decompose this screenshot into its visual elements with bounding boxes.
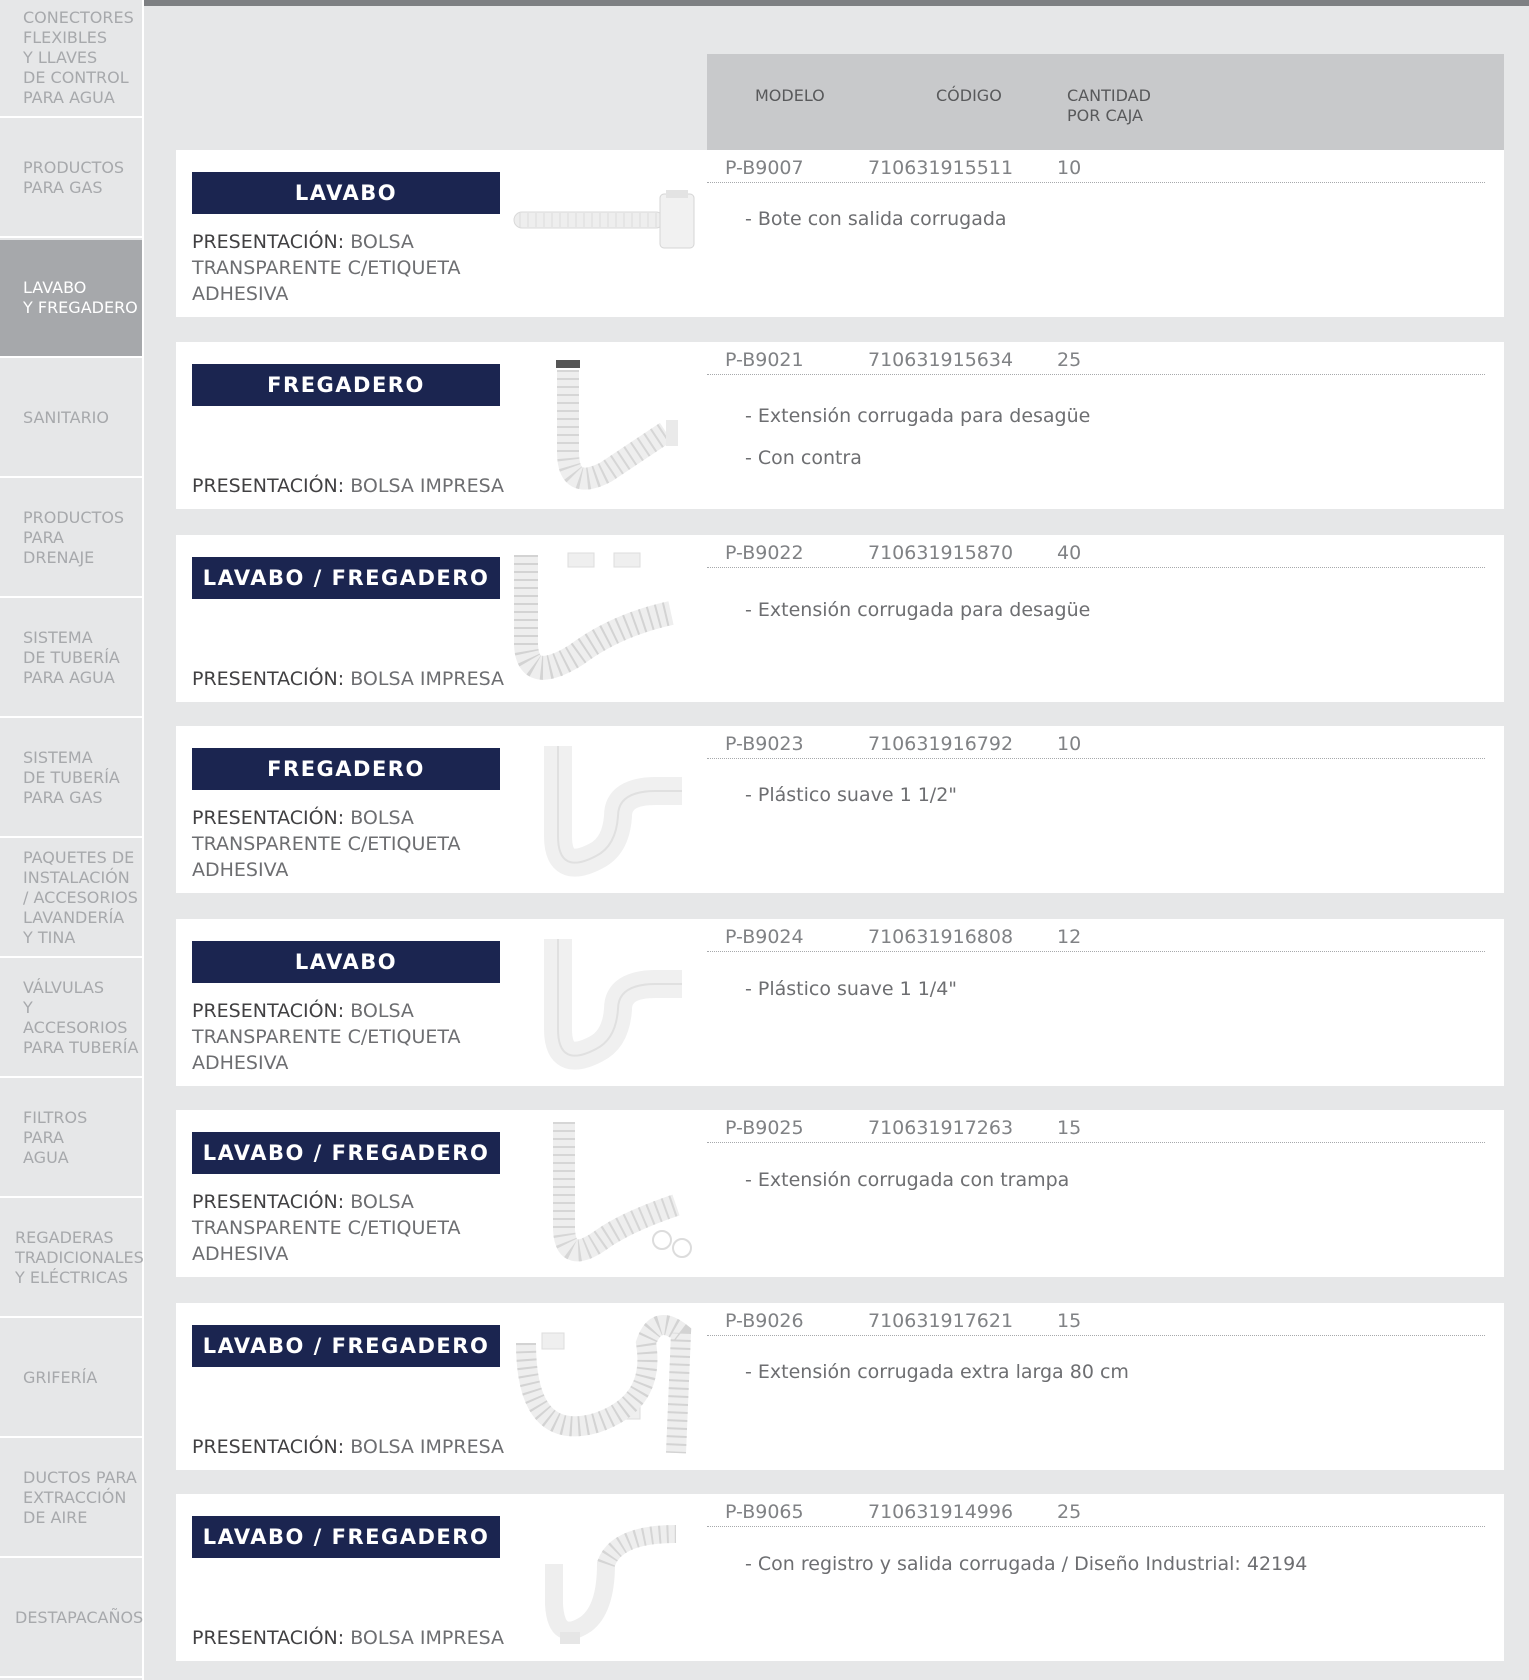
spec-row (707, 732, 1485, 759)
column-header-modelo: MODELO (755, 86, 825, 105)
corrugated-bottle-trap-icon (506, 150, 706, 317)
product-row-p-b9007 (176, 150, 1504, 317)
model-value: P-B9025 (725, 1117, 804, 1139)
qty-value: 25 (1057, 349, 1082, 371)
code-value: 710631917263 (868, 1117, 1014, 1139)
presentation-key: PRESENTACIÓN: (192, 668, 345, 690)
presentation-value: BOLSA TRANSPARENTE C/ETIQUETA ADHESIVA (192, 1191, 461, 1265)
code-value: 710631915634 (868, 349, 1014, 371)
model-value: P-B9022 (725, 542, 804, 564)
spec-row (707, 1500, 1485, 1527)
sidebar-item-label: PRODUCTOS PARA DRENAJE (23, 508, 125, 567)
model-value: P-B9065 (725, 1501, 804, 1523)
presentation-key: PRESENTACIÓN: (192, 1191, 345, 1213)
product-row-p-b9021 (176, 342, 1504, 509)
product-description: - Plástico suave 1 1/2" (745, 784, 958, 806)
spec-row (707, 1116, 1485, 1143)
presentation-text (192, 229, 552, 307)
soft-p-trap-icon (506, 726, 706, 893)
code-value: 710631915511 (868, 157, 1014, 179)
sidebar-item-label: DUCTOS PARA EXTRACCIÓN DE AIRE (23, 1468, 137, 1527)
product-category-badge: FREGADERO (192, 748, 500, 790)
sidebar-item-label: SISTEMA DE TUBERÍA PARA AGUA (23, 628, 120, 687)
spec-row (707, 1309, 1485, 1336)
presentation-key: PRESENTACIÓN: (192, 1436, 345, 1458)
product-row-p-b9023 (176, 726, 1504, 893)
presentation-value: BOLSA TRANSPARENTE C/ETIQUETA ADHESIVA (192, 1000, 461, 1074)
sidebar-item-label: SISTEMA DE TUBERÍA PARA GAS (23, 748, 120, 807)
presentation-value: BOLSA IMPRESA (350, 668, 504, 690)
model-value: P-B9026 (725, 1310, 804, 1332)
product-description: - Bote con salida corrugada (745, 208, 1007, 230)
product-row-p-b9024 (176, 919, 1504, 1086)
model-value: P-B9021 (725, 349, 804, 371)
presentation-value: BOLSA IMPRESA (350, 1436, 504, 1458)
qty-value: 12 (1057, 926, 1082, 948)
sidebar-item-label: DESTAPACAÑOS (15, 1608, 144, 1627)
product-description: - Extensión corrugada extra larga 80 cm (745, 1361, 1129, 1383)
sidebar-item-label: SANITARIO (23, 408, 109, 427)
product-description: - Con contra (745, 447, 862, 469)
product-category-badge: LAVABO / FREGADERO (192, 557, 500, 599)
sidebar-item-ductos[interactable] (0, 1440, 142, 1558)
qty-value: 15 (1057, 1310, 1082, 1332)
presentation-text (192, 1189, 552, 1267)
qty-value: 10 (1057, 733, 1082, 755)
trap-with-cleanout-icon (506, 1494, 706, 1661)
code-value: 710631916792 (868, 733, 1014, 755)
sidebar-item-label: PAQUETES DE INSTALACIÓN / ACCESORIOS LAVANDERÍA Y TINA (23, 848, 138, 947)
product-description: - Con registro y salida corrugada / Diseño Industrial: 42194 (745, 1553, 1308, 1575)
presentation-key: PRESENTACIÓN: (192, 1627, 345, 1649)
product-category-badge: FREGADERO (192, 364, 500, 406)
corrugated-p-trap-icon (506, 342, 706, 509)
product-row-p-b9025 (176, 1110, 1504, 1277)
sidebar-item-label: CONECTORES FLEXIBLES Y LLAVES DE CONTROL PARA AGUA (23, 8, 134, 107)
qty-value: 25 (1057, 1501, 1082, 1523)
code-value: 710631915870 (868, 542, 1014, 564)
spec-row (707, 541, 1485, 568)
spec-row (707, 348, 1485, 375)
sidebar-item-filtros[interactable] (0, 1080, 142, 1198)
product-row-p-b9026 (176, 1303, 1504, 1470)
sidebar-item-valvulas[interactable] (0, 960, 142, 1078)
spec-row (707, 156, 1485, 183)
sidebar-item-sanitario[interactable] (0, 360, 142, 478)
presentation-text (192, 805, 552, 883)
presentation-value: BOLSA TRANSPARENTE C/ETIQUETA ADHESIVA (192, 807, 461, 881)
presentation-text (192, 1434, 552, 1460)
spec-row (707, 925, 1485, 952)
sidebar-item-label: PRODUCTOS PARA GAS (23, 158, 125, 197)
presentation-value: BOLSA TRANSPARENTE C/ETIQUETA ADHESIVA (192, 231, 461, 305)
corrugated-extension-icon (506, 535, 706, 702)
model-value: P-B9007 (725, 157, 804, 179)
product-category-badge: LAVABO (192, 172, 500, 214)
corrugated-trap-with-rings-icon (506, 1110, 706, 1277)
column-header-codigo: CÓDIGO (936, 86, 1002, 105)
sidebar-item-drenaje[interactable] (0, 480, 142, 598)
table-header (707, 54, 1504, 150)
presentation-text (192, 998, 552, 1076)
product-description: - Extensión corrugada con trampa (745, 1169, 1070, 1191)
sidebar-item-label: FILTROS PARA AGUA (23, 1108, 88, 1167)
presentation-key: PRESENTACIÓN: (192, 807, 345, 829)
product-category-badge: LAVABO / FREGADERO (192, 1325, 500, 1367)
sidebar-item-destapacanos[interactable] (0, 1560, 142, 1678)
top-bar (142, 0, 1529, 6)
product-description: - Extensión corrugada para desagüe (745, 405, 1091, 427)
extra-long-corrugated-hose-icon (506, 1303, 706, 1470)
sidebar-item-conectores[interactable] (0, 0, 142, 118)
qty-value: 10 (1057, 157, 1082, 179)
sidebar-item-label: GRIFERÍA (23, 1368, 98, 1387)
product-category-badge: LAVABO (192, 941, 500, 983)
sidebar-item-label: LAVABO Y FREGADERO (23, 278, 138, 317)
category-sidebar (0, 0, 144, 1680)
sidebar-item-paquetes[interactable] (0, 840, 142, 958)
model-value: P-B9024 (725, 926, 804, 948)
product-row-p-b9065 (176, 1494, 1504, 1661)
sidebar-item-tuberia-gas[interactable] (0, 720, 142, 838)
sidebar-item-tuberia-agua[interactable] (0, 600, 142, 718)
product-description: - Plástico suave 1 1/4" (745, 978, 958, 1000)
presentation-key: PRESENTACIÓN: (192, 231, 345, 253)
presentation-value: BOLSA IMPRESA (350, 1627, 504, 1649)
sidebar-item-lavabo-fregadero[interactable] (0, 240, 142, 358)
presentation-key: PRESENTACIÓN: (192, 1000, 345, 1022)
presentation-text (192, 1625, 552, 1651)
product-category-badge: LAVABO / FREGADERO (192, 1516, 500, 1558)
sidebar-item-gas[interactable] (0, 120, 142, 238)
qty-value: 40 (1057, 542, 1082, 564)
sidebar-item-label: VÁLVULAS Y ACCESORIOS PARA TUBERÍA (23, 978, 139, 1057)
code-value: 710631914996 (868, 1501, 1014, 1523)
sidebar-item-griferia[interactable] (0, 1320, 142, 1438)
column-header-cantidad: CANTIDAD POR CAJA (1067, 86, 1151, 125)
product-row-p-b9022 (176, 535, 1504, 702)
sidebar-item-regaderas[interactable] (0, 1200, 142, 1318)
product-category-badge: LAVABO / FREGADERO (192, 1132, 500, 1174)
product-description: - Extensión corrugada para desagüe (745, 599, 1091, 621)
sidebar-item-label: REGADERAS TRADICIONALES Y ELÉCTRICAS (15, 1228, 144, 1287)
presentation-text (192, 666, 552, 692)
presentation-text (192, 473, 552, 499)
soft-p-trap-icon (506, 919, 706, 1086)
code-value: 710631916808 (868, 926, 1014, 948)
code-value: 710631917621 (868, 1310, 1014, 1332)
qty-value: 15 (1057, 1117, 1082, 1139)
presentation-key: PRESENTACIÓN: (192, 475, 345, 497)
presentation-value: BOLSA IMPRESA (350, 475, 504, 497)
model-value: P-B9023 (725, 733, 804, 755)
